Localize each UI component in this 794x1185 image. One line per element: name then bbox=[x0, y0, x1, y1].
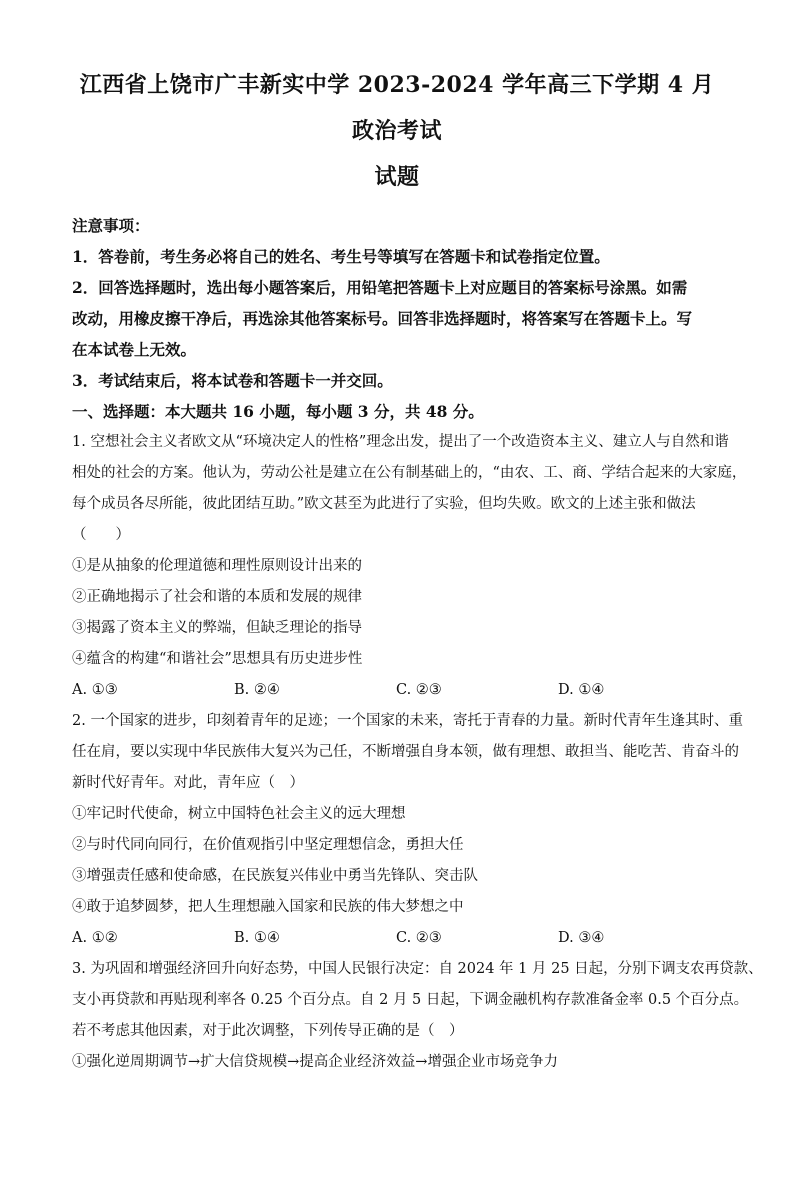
option-a: A. ①② bbox=[72, 930, 118, 946]
option-a: A. ①③ bbox=[72, 682, 118, 698]
statement: ④蕴含的构建“和谐社会”思想具有历史进步性 bbox=[72, 651, 363, 667]
notice-line: 1．答卷前，考生务必将自己的姓名、考生号等填写在答题卡和试卷指定位置。 bbox=[72, 247, 610, 266]
question-text-line: 2. 一个国家的进步，印刻着青年的足迹；一个国家的未来，寄托于青春的力量。新时代青年生逢其时、重 bbox=[72, 713, 743, 729]
option-c: C. ②③ bbox=[396, 930, 442, 946]
statement: ④敢于追梦圆梦，把人生理想融入国家和民族的伟大梦想之中 bbox=[72, 899, 464, 915]
exam-title-line1: 江西省上饶市广丰新实中学 2023-2024 学年高三下学期 4 月政治考试 bbox=[79, 72, 715, 144]
question-1 bbox=[72, 427, 747, 706]
option-d: D. ①④ bbox=[558, 682, 605, 698]
statement: ②与时代同向同行，在价值观指引中坚定理想信念，勇担大任 bbox=[72, 837, 464, 853]
notice-line: 3．考试结束后，将本试卷和答题卡一并交回。 bbox=[72, 371, 393, 390]
answer-options bbox=[72, 923, 722, 954]
question-text-line: 支小再贷款和再贴现利率各 0.25 个百分点。自 2 月 5 日起，下调金融机构存款准备金率 0.5 个百分点。 bbox=[72, 992, 749, 1008]
question-text-line: 任在肩，要以实现中华民族伟大复兴为己任，不断增强自身本领，做有理想、敢担当、能吃苦、肯奋斗的 bbox=[72, 744, 739, 760]
question-text-line: 若不考虑其他因素，对于此次调整，下列传导正确的是（ ） bbox=[72, 1023, 464, 1039]
notice-heading: 注意事项： bbox=[72, 216, 150, 235]
exam-page bbox=[0, 62, 794, 1185]
statement: ②正确地揭示了社会和谐的本质和发展的规律 bbox=[72, 589, 362, 605]
question-text-line: （ ） bbox=[72, 527, 130, 543]
question-text-line: 新时代好青年。对此，青年应（ ） bbox=[72, 775, 304, 791]
option-d: D. ③④ bbox=[558, 930, 605, 946]
question-text-line: 相处的社会的方案。他认为，劳动公社是建立在公有制基础上的，“由农、工、商、学结合起来的大家庭， bbox=[72, 465, 747, 481]
statement: ③揭露了资本主义的弊端，但缺乏理论的指导 bbox=[72, 620, 362, 636]
notice-line: 在本试卷上无效。 bbox=[72, 340, 197, 359]
option-c: C. ②③ bbox=[396, 682, 442, 698]
question-2 bbox=[72, 706, 743, 954]
section-heading: 一、选择题：本大题共 16 小题，每小题 3 分，共 48 分。 bbox=[72, 402, 484, 421]
question-text-line: 1. 空想社会主义者欧文从“环境决定人的性格”理念出发，提出了一个改造资本主义、建立人与自然和谐 bbox=[72, 434, 729, 450]
option-b: B. ②④ bbox=[234, 682, 280, 698]
notice-line: 改动，用橡皮擦干净后，再选涂其他答案标号。回答非选择题时，将答案写在答题卡上。写 bbox=[72, 309, 693, 328]
question-text-line: 每个成员各尽所能，彼此团结互助。”欧文甚至为此进行了实验，但均失败。欧文的上述主张和做法 bbox=[72, 496, 696, 512]
answer-options bbox=[72, 675, 722, 706]
statement: ①牢记时代使命，树立中国特色社会主义的远大理想 bbox=[72, 806, 406, 822]
statement: ③增强责任感和使命感，在民族复兴伟业中勇当先锋队、突击队 bbox=[72, 868, 478, 884]
exam-title-line2: 试题 bbox=[374, 164, 420, 190]
notice-line: 2．回答选择题时，选出每小题答案后，用铅笔把答题卡上对应题目的答案标号涂黑。如需 bbox=[72, 278, 688, 297]
question-3 bbox=[72, 954, 763, 1078]
statement: ①强化逆周期调节→扩大信贷规模→提高企业经济效益→增强企业市场竞争力 bbox=[72, 1054, 558, 1070]
question-text-line: 3. 为巩固和增强经济回升向好态势，中国人民银行决定：自 2024 年 1 月 25 日起，分别下调支农再贷款、 bbox=[72, 961, 763, 977]
option-b: B. ①④ bbox=[234, 930, 280, 946]
statement: ①是从抽象的伦理道德和理性原则设计出来的 bbox=[72, 558, 362, 574]
